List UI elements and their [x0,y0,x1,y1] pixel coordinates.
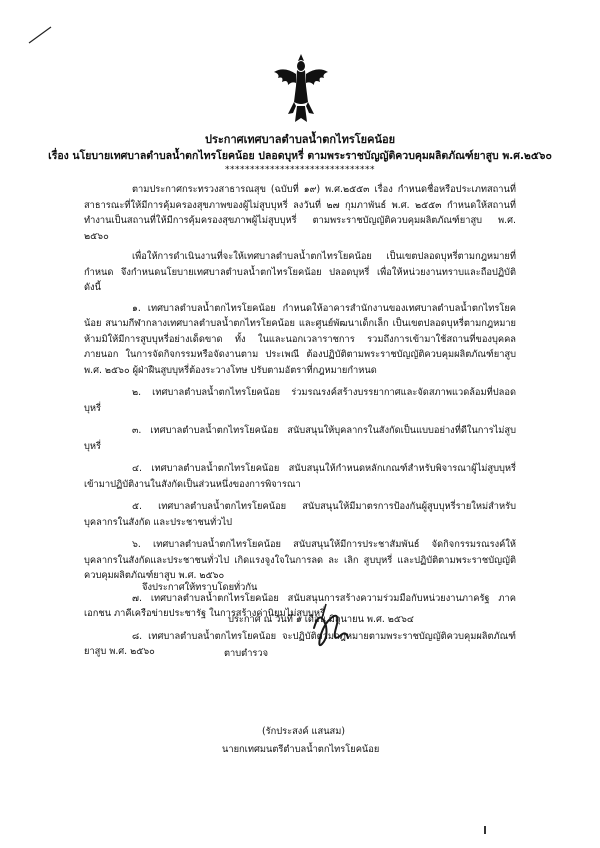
intro-paragraph-2: เพื่อให้การดำเนินงานที่จะให้เทศบาลตำบลน้ำตกไทรโยคน้อย เป็นเขตปลอดบุหรี่ตามกฎหมายที่กำหนด จึงกำหนดนโยบายเทศบาลตำบลน้ำตกไทรโยคน้อย ปลอดบุหรี่ เพื่อให้หน่วยงานทราบและถือปฏิบัติดังนี้ [84,251,516,293]
policy-item-4: ๔. เทศบาลตำบลน้ำตกไทรโยคน้อย สนับสนุนให้กำหนดหลักเกณฑ์สำหรับพิจารณาผู้ไม่สูบบุหรี่เข้ามาปฏิบัติงานในสังกัดเป็นส่วนหนึ่งของการพิจารณา [84,463,516,490]
policy-item-6: ๖. เทศบาลตำบลน้ำตกไทรโยคน้อย สนับสนุนให้มีการประชาสัมพันธ์ จัดกิจกรรมรณรงค์ให้บุคลากรในสังกัดและประชาชนทั่วไป เกิดแรงจูงใจในการลด ละ เลิก สูบบุหรี่ และปฏิบัติตามพระราชบัญญัติควบคุมผลิตภัณฑ์ยาสูบ พ.ศ. ๒๕๖๐ [84,539,516,581]
policy-item-1: ๑. เทศบาลตำบลน้ำตกไทรโยคน้อย กำหนดให้อาคารสำนักงานของเทศบาลตำบลน้ำตกไทรโยคน้อย สนามกีฬากลางเทศบาลตำบลน้ำตกไทรโยคน้อย และศูนย์พัฒนาเด็กเล็ก เป็นเขตปลอดบุหรี่ตามกฎหมาย ห้ามมิให้มีการสูบบุหรี่อย่างเด็ดขาด ทั้ง ในและนอกเวลาราชการ รวมถึงการเข้ามาใช้สถานที่ของบุคคลภายนอก ในการจัดกิจกรรมหรือจัดงานตาม ประเพณี ต้องปฏิบัติตามพระราชบัญญัติควบคุมผลิตภัณฑ์ยาสูบ พ.ศ. ๒๕๖๐ ผู้ฝ่าฝืนสูบบุหรี่ต้องระวางโทษ ปรับตามอัตราที่กฎหมายกำหนด [84,302,516,376]
margin-tick-mark [484,826,486,834]
policy-item-7: ๗. เทศบาลตำบลน้ำตกไทรโยคน้อย สนับสนุนการสร้างความร่วมมือกับหน่วยงานภาครัฐ ภาคเอกชน ภาคีเครือข่ายประชารัฐ ในการสร้างค่านิยมไม่สูบบุหรี่ [84,592,516,619]
separator-line: ****************************** [225,165,375,175]
garuda-emblem-icon [270,52,332,124]
announcement-subject: เรื่อง นโยบายเทศบาลตำบลน้ำตกไทรโยคน้อย ปลอดบุหรี่ ตามพระราชบัญญัติควบคุมผลิตภัณฑ์ยาสูบ พ.ศ.๒๕๖๐ [48,150,552,162]
announcement-title: ประกาศเทศบาลตำบลน้ำตกไทรโยคน้อย [204,133,396,146]
policy-item-5: ๕. เทศบาลตำบลน้ำตกไทรโยคน้อย สนับสนุนให้มีมาตรการป้องกันผู้สูบบุหรี่รายใหม่สำหรับบุคลากรในสังกัด และประชาชนทั่วไป [84,501,516,528]
policy-item-2: ๒. เทศบาลตำบลน้ำตกไทรโยคน้อย ร่วมรณรงค์สร้างบรรยากาศและจัดสภาพแวดล้อมที่ปลอดบุหรี่ [84,387,516,414]
handwritten-signature [300,598,360,658]
announcement-date: ประกาศ ณ วันที่ ๑ เดือน มิถุนายน พ.ศ. ๒๕๖๔ [228,614,414,625]
pen-stroke-mark [28,26,52,44]
policy-item-3: ๓. เทศบาลตำบลน้ำตกไทรโยคน้อย สนับสนุนให้บุคลากรในสังกัดเป็นแบบอย่างที่ดีในการไม่สูบบุหรี่ [84,425,516,452]
signatory-name: (รักประสงค์ แสนสม) [262,726,345,737]
endorsement-label: ตาบตำรวจ [224,648,269,659]
policy-item-8: ๘. เทศบาลตำบลน้ำตกไทรโยคน้อย จะปฏิบัติตามกฎหมายตามพระราชบัญญัติควบคุมผลิตภัณฑ์ยาสูบ พ.ศ. ๒๕๖๐ [84,630,516,657]
signatory-position: นายกเทศมนตรีตำบลน้ำตกไทรโยคน้อย [222,744,380,755]
closing-statement: จึงประกาศให้ทราบโดยทั่วกัน [142,582,258,593]
intro-paragraph-1: ตามประกาศกระทรวงสาธารณสุข (ฉบับที่ ๑๙) พ.ศ.๒๕๕๓ เรื่อง กำหนดชื่อหรือประเภทสถานที่สาธารณะที่ให้มีการคุ้มครองสุขภาพของผู้ไม่สูบบุหรี่ ลงวันที่ ๒๗ กุมภาพันธ์ พ.ศ. ๒๕๕๓ กำหนดให้สถานที่ทำงานเป็นสถานที่ให้มีการคุ้มครองสุขภาพผู้ไม่สูบบุหรี่ ตามพระราชบัญญัติควบคุมผลิตภัณฑ์ยาสูบ พ.ศ. ๒๕๖๐ [84,184,516,242]
